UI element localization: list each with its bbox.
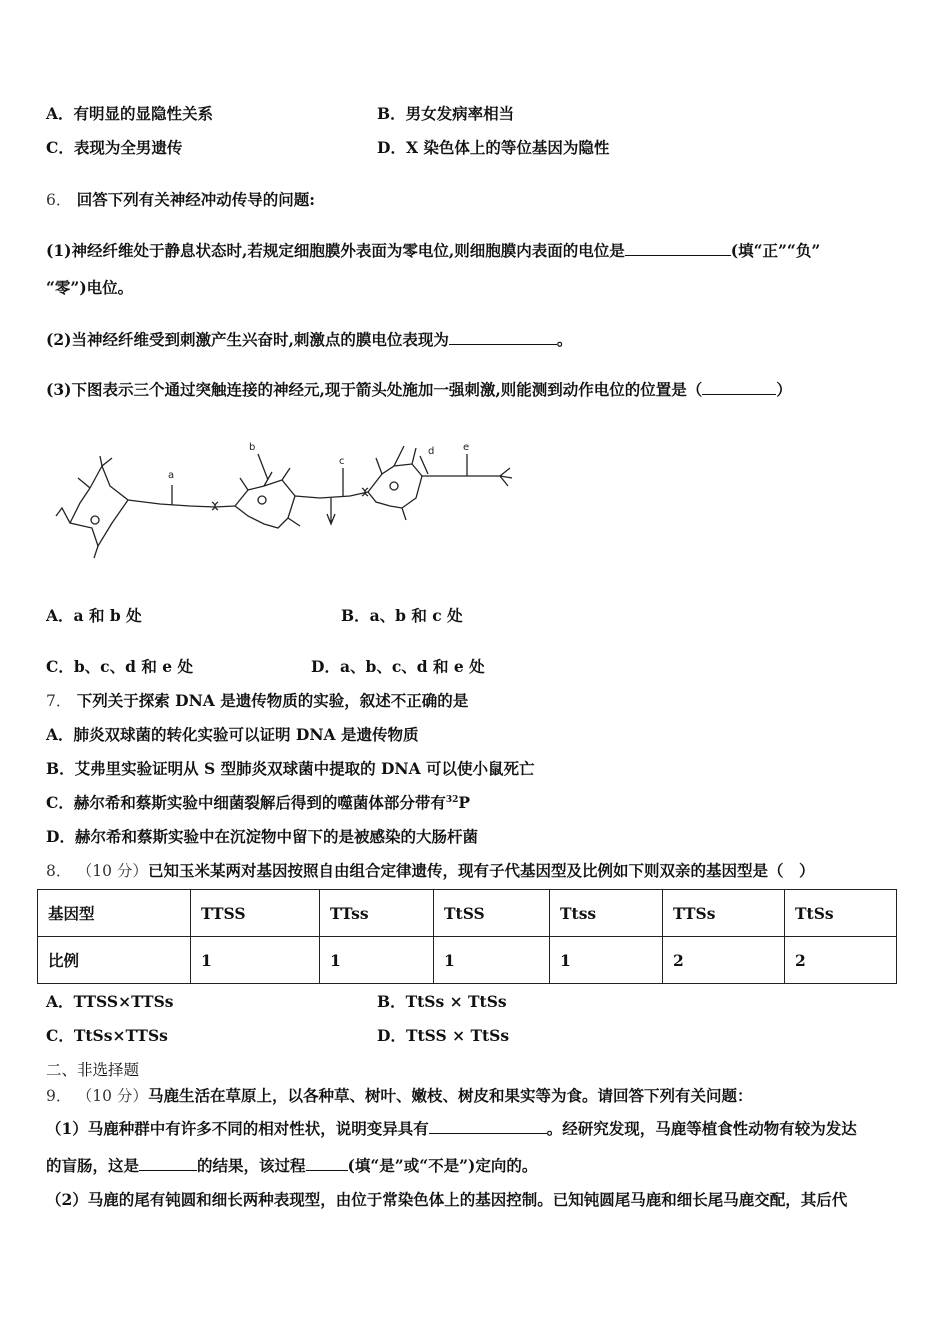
marker-d-line	[420, 456, 428, 474]
table-cell: 基因型	[38, 890, 191, 937]
q6-option-c: C．b、c、d 和 e 处	[46, 657, 194, 676]
table-cell: 2	[785, 937, 897, 984]
q6-option-a: A．a 和 b 处	[46, 606, 142, 625]
q8-stem	[46, 859, 814, 881]
q5-option-b: B．男女发病率相当	[377, 104, 515, 123]
neuron-1-nucleus	[91, 516, 99, 524]
q7-option-c	[46, 791, 470, 813]
marker-b-line	[258, 454, 268, 480]
neuron-1-soma	[56, 466, 128, 546]
q5-option-d: D．X 染色体上的等位基因为隐性	[377, 138, 610, 157]
q5-option-c: C．表现为全男遗传	[46, 138, 183, 157]
table-cell: 1	[191, 937, 320, 984]
q9-score: （10 分）	[76, 1087, 148, 1105]
q9-stem	[46, 1084, 752, 1106]
q8-option-d: D．TtSS × TtSs	[377, 1026, 510, 1045]
figure-label-b: b	[249, 442, 256, 453]
table-cell: 2	[663, 937, 785, 984]
q7-option-a: A．肺炎双球菌的转化实验可以证明 DNA 是遗传物质	[46, 725, 419, 744]
q6-part2-text: (2)当神经纤维受到刺激产生兴奋时,刺激点的膜电位表现为	[46, 330, 449, 349]
q9-part1	[46, 1117, 857, 1139]
answer-blank	[702, 380, 776, 395]
table-cell: 1	[320, 937, 434, 984]
q8-option-c: C．TtSs×TTSs	[46, 1026, 168, 1045]
q6-number: 6．	[46, 191, 72, 209]
q6-part1	[46, 239, 820, 261]
q8-score: （10 分）	[76, 862, 148, 880]
neuron-1-axon	[128, 500, 235, 507]
q9-part1-tail: 。经研究发现，马鹿等植食性动物有较为发达	[546, 1119, 857, 1138]
table-cell: TtSS	[434, 890, 550, 937]
table-cell: TTSS	[191, 890, 320, 937]
q6-option-b: B．a、b 和 c 处	[341, 606, 463, 625]
neuron-diagram	[50, 428, 520, 568]
neuron-2-axon	[295, 492, 368, 498]
q6-part2-tail: 。	[556, 330, 573, 349]
q7-option-c-text: C．赫尔希和蔡斯实验中细菌裂解后得到的噬菌体部分带有	[46, 793, 446, 812]
answer-blank	[625, 241, 731, 256]
q9-part2: （2）马鹿的尾有钝圆和细长两种表现型，由位于常染色体上的基因控制。已知钝圆尾马鹿和细长尾马鹿交配，其后代	[46, 1190, 848, 1209]
q9-number: 9．	[46, 1087, 72, 1105]
table-row	[38, 890, 897, 937]
answer-blank	[139, 1156, 197, 1171]
neuron-2-soma	[235, 472, 295, 528]
q7-option-c-sup: 32	[445, 794, 459, 805]
table-cell: 1	[550, 937, 663, 984]
stimulus-arrow	[327, 498, 335, 524]
q7-stem	[46, 689, 468, 711]
q8-number: 8．	[46, 862, 72, 880]
table-cell: 1	[434, 937, 550, 984]
synapse-1	[212, 502, 218, 510]
q6-part1-cont: “零”)电位。	[46, 278, 134, 297]
table-row	[38, 937, 897, 984]
q8-option-a: A．TTSS×TTSs	[46, 992, 174, 1011]
q6-part3	[46, 378, 792, 400]
table-cell: TTss	[320, 890, 434, 937]
q9-stem-text: 马鹿生活在草原上，以各种草、树叶、嫩枝、树皮和果实等为食。请回答下列有关问题：	[147, 1086, 753, 1105]
table-cell: TTSs	[663, 890, 785, 937]
answer-blank	[449, 330, 557, 345]
table-cell: 比例	[38, 937, 191, 984]
genotype-table	[37, 889, 897, 984]
neuron-2-nucleus	[258, 496, 266, 504]
q9-part1-cont-tail: (填“是”或“不是”)定向的。	[347, 1156, 538, 1175]
answer-blank	[306, 1156, 348, 1171]
q9-part1-text: （1）马鹿种群中有许多不同的相对性状，说明变异具有	[46, 1119, 429, 1138]
figure-label-d: d	[428, 446, 435, 457]
answer-blank	[429, 1119, 547, 1134]
q6-stem-text: 回答下列有关神经冲动传导的问题:	[76, 190, 316, 209]
table-cell: Ttss	[550, 890, 663, 937]
q6-stem	[46, 188, 315, 210]
q9-part1-cont-text: 的盲肠，这是	[46, 1156, 140, 1175]
figure-label-c: c	[339, 456, 345, 467]
q8-stem-text: 已知玉米某两对基因按照自由组合定律遗传，现有子代基因型及比例如下则双亲的基因型是（ ）	[147, 861, 815, 880]
q7-option-c-tail: P	[458, 793, 471, 812]
q6-part1-tail: (填“正”“负”	[730, 241, 821, 260]
q6-part2	[46, 328, 572, 350]
q7-option-b: B．艾弗里实验证明从 S 型肺炎双球菌中提取的 DNA 可以使小鼠死亡	[46, 759, 535, 778]
table-cell: TtSs	[785, 890, 897, 937]
neuron-3-nucleus	[390, 482, 398, 490]
figure-label-e: e	[463, 442, 470, 453]
section-heading: 二、非选择题	[46, 1061, 140, 1079]
q5-option-a: A．有明显的显隐性关系	[46, 104, 214, 123]
q9-part1-cont	[46, 1154, 537, 1176]
q6-part3-tail: ）	[776, 380, 792, 399]
q9-part1-cont-mid: 的结果，该过程	[197, 1156, 306, 1175]
figure-label-a: a	[168, 470, 175, 481]
q6-option-d: D．a、b、c、d 和 e 处	[311, 657, 485, 676]
q7-option-d: D．赫尔希和蔡斯实验中在沉淀物中留下的是被感染的大肠杆菌	[46, 827, 478, 846]
q7-number: 7．	[46, 692, 72, 710]
q8-option-b: B．TtSs × TtSs	[377, 992, 507, 1011]
q6-part3-text: (3)下图表示三个通过突触连接的神经元,现于箭头处施加一强刺激,则能测到动作电位的位置是（	[46, 380, 703, 399]
q7-stem-text: 下列关于探索 DNA 是遗传物质的实验，叙述不正确的是	[76, 691, 469, 710]
q6-part1-text: (1)神经纤维处于静息状态时,若规定细胞膜外表面为零电位,则细胞膜内表面的电位是	[46, 241, 625, 260]
